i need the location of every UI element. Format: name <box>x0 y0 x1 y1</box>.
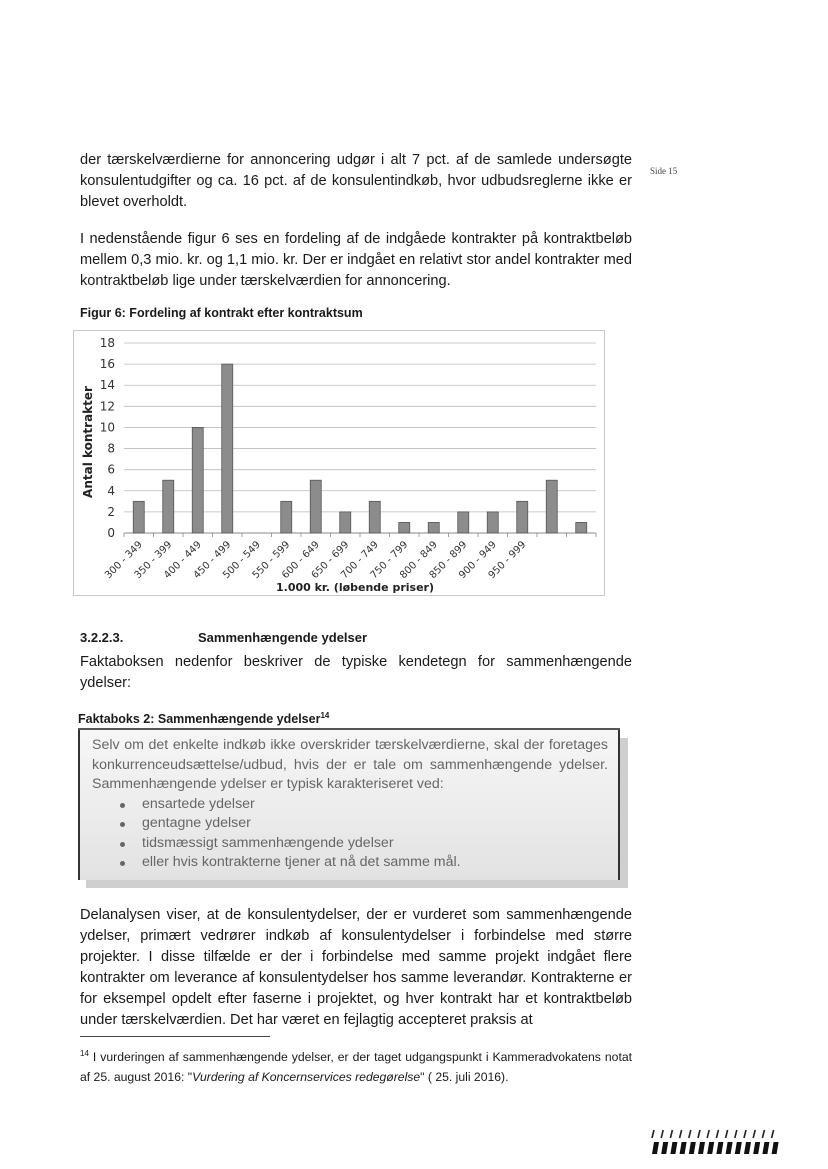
faktaboks-title <box>78 711 329 726</box>
x-tick-label: 450 - 499 <box>191 539 234 582</box>
barcode-block <box>670 1142 677 1154</box>
barcode-block <box>735 1142 742 1154</box>
paragraph-threshold-share: der tærskelværdierne for annoncering udgør i alt 7 pct. af de samlede undersøgte konsulentudgifter og ca. 16 pct. af de konsulentindkøb, hvor udbudsreglerne ikke er blevet overholdt. <box>80 152 632 210</box>
x-tick-label: 400 - 449 <box>162 539 204 582</box>
barcode-block <box>753 1142 760 1154</box>
list-item: ensartede ydelser <box>142 795 608 815</box>
x-tick-label: 650 - 699 <box>309 539 352 582</box>
y-tick-label: 4 <box>107 483 115 498</box>
barcode-stroke <box>753 1130 755 1138</box>
bar <box>281 501 292 533</box>
section-title: Sammenhængende ydelser <box>198 630 368 645</box>
footnote <box>80 1044 632 1087</box>
footnote-reference[interactable]: 14 <box>320 711 330 720</box>
list-item: tidsmæssigt sammenhængende ydelser <box>142 834 608 854</box>
bar <box>310 480 321 533</box>
barcode-stroke <box>689 1130 691 1138</box>
x-axis-label: 1.000 kr. (løbende priser) <box>275 581 435 594</box>
contract-distribution-chart <box>73 330 605 596</box>
y-tick-label: 6 <box>107 462 115 477</box>
barcode-stroke <box>670 1130 672 1138</box>
barcode-stroke <box>744 1130 746 1138</box>
y-tick-label: 2 <box>107 504 115 519</box>
faktaboks-title-text: Faktaboks 2: Sammenhængende ydelser <box>78 712 321 727</box>
bar <box>163 480 174 533</box>
footnote-separator <box>80 1036 270 1037</box>
y-tick-label: 8 <box>107 441 115 456</box>
footnote-text-before: I vurderingen af sammenhængende ydelser, er der taget udgangspunkt i Kammeradvokatens notat af 25. august 2016: " <box>80 1050 632 1085</box>
y-tick-label: 18 <box>99 336 115 350</box>
x-tick-label: 900 - 949 <box>457 539 499 582</box>
x-tick-label: 300 - 349 <box>103 539 145 582</box>
y-axis-label: Antal kontrakter <box>81 386 95 498</box>
bar <box>458 512 469 533</box>
barcode-block <box>726 1142 733 1154</box>
barcode-block <box>744 1142 751 1154</box>
barcode-stroke <box>661 1130 663 1138</box>
barcode-stroke <box>726 1130 728 1138</box>
barcode-stroke <box>707 1130 709 1138</box>
y-tick-label: 12 <box>99 399 115 414</box>
barcode-block <box>707 1142 714 1154</box>
x-tick-label: 700 - 749 <box>339 539 381 582</box>
barcode-block <box>680 1142 687 1154</box>
chart-canvas <box>74 331 606 597</box>
faktaboks-list <box>92 795 608 873</box>
faktaboks <box>78 730 620 880</box>
x-tick-label: 750 - 799 <box>368 539 411 582</box>
barcode-block <box>652 1142 659 1154</box>
barcode-stroke <box>716 1130 718 1138</box>
barcode-block <box>762 1142 769 1154</box>
barcode-block <box>689 1142 696 1154</box>
paragraph-analysis: Delanalysen viser, at de konsulentydelser, der er vurderet som sammenhængende ydelser, primært vedrører indkøb af konsulentydelser i forbindelse med større projekter. I disse tilfælde er der i forbindelse med samme projekt indgået flere kontrakter om leverance af konsulentydelser hos samme leverandør. Kontrakterne er for eksempel opdelt efter faserne i projektet, og hver kontrakt har et kontraktbeløb under tærskelværdien. Det har været en fejlagtig accepteret praksis at <box>80 907 632 1028</box>
x-tick-label: 800 - 849 <box>398 539 440 582</box>
bar <box>546 480 557 533</box>
list-item: eller hvis kontrakterne tjener at nå det samme mål. <box>142 853 608 873</box>
list-item: gentagne ydelser <box>142 814 608 834</box>
barcode-stroke <box>680 1130 682 1138</box>
x-tick-label: 600 - 649 <box>280 539 322 582</box>
barcode-stroke <box>762 1130 764 1138</box>
barcode-marks <box>652 1130 779 1154</box>
footnote-text-after: " ( 25. juli 2016). <box>420 1070 509 1085</box>
paragraph-faktaboks-intro: Faktaboksen nedenfor beskriver de typiske kendetegn for sammenhængende ydelser: <box>80 654 632 691</box>
footnote-italic-title: Vurdering af Koncernservices redegørelse <box>192 1070 421 1085</box>
section-number: 3.2.2.3. <box>80 630 124 645</box>
bar <box>133 501 144 533</box>
x-tick-label: 950 - 999 <box>486 539 529 582</box>
x-tick-label: 350 - 399 <box>132 539 175 582</box>
barcode-block <box>661 1142 668 1154</box>
bar <box>517 501 528 533</box>
bar <box>487 512 498 533</box>
bar <box>222 364 233 533</box>
page-number: Side 15 <box>650 166 678 176</box>
y-tick-label: 16 <box>99 357 115 372</box>
y-tick-label: 0 <box>107 526 115 540</box>
x-tick-label: 500 - 549 <box>221 539 263 582</box>
barcode-stroke <box>698 1130 700 1138</box>
barcode-block <box>772 1142 779 1154</box>
x-tick-label: 550 - 599 <box>250 539 293 582</box>
figure-title: Figur 6: Fordeling af kontrakt efter kontraktsum <box>80 306 363 320</box>
bar <box>576 522 587 533</box>
bar <box>340 512 351 533</box>
bar <box>399 522 410 533</box>
paragraph-figure-intro: I nedenstående figur 6 ses en fordeling af de indgåede kontrakter på kontraktbeløb mellem 0,3 mio. kr. og 1,1 mio. kr. Der er indgået en relativt stor andel kontrakter med kontraktbeløb lige under tærskelværdien for annoncering. <box>80 231 632 289</box>
bar <box>192 427 203 533</box>
x-tick-label: 850 - 899 <box>427 539 470 582</box>
footnote-number: 14 <box>80 1049 89 1058</box>
barcode-stamp <box>648 1128 782 1156</box>
y-tick-label: 10 <box>99 420 115 435</box>
bar <box>369 501 380 533</box>
y-tick-label: 14 <box>99 378 115 393</box>
barcode-block <box>698 1142 705 1154</box>
faktaboks-intro-text: Selv om det enkelte indkøb ikke overskrider tærskelværdierne, skal der foretages konkurrenceudsættelse/udbud, hvis der er tale om sammenhængende ydelser. Sammenhængende ydelser er typisk karakteriseret ved: <box>92 737 608 792</box>
barcode-block <box>716 1142 723 1154</box>
barcode-stroke <box>652 1130 654 1138</box>
barcode-stroke <box>772 1130 774 1138</box>
bar <box>428 522 439 533</box>
barcode-stroke <box>735 1130 737 1138</box>
